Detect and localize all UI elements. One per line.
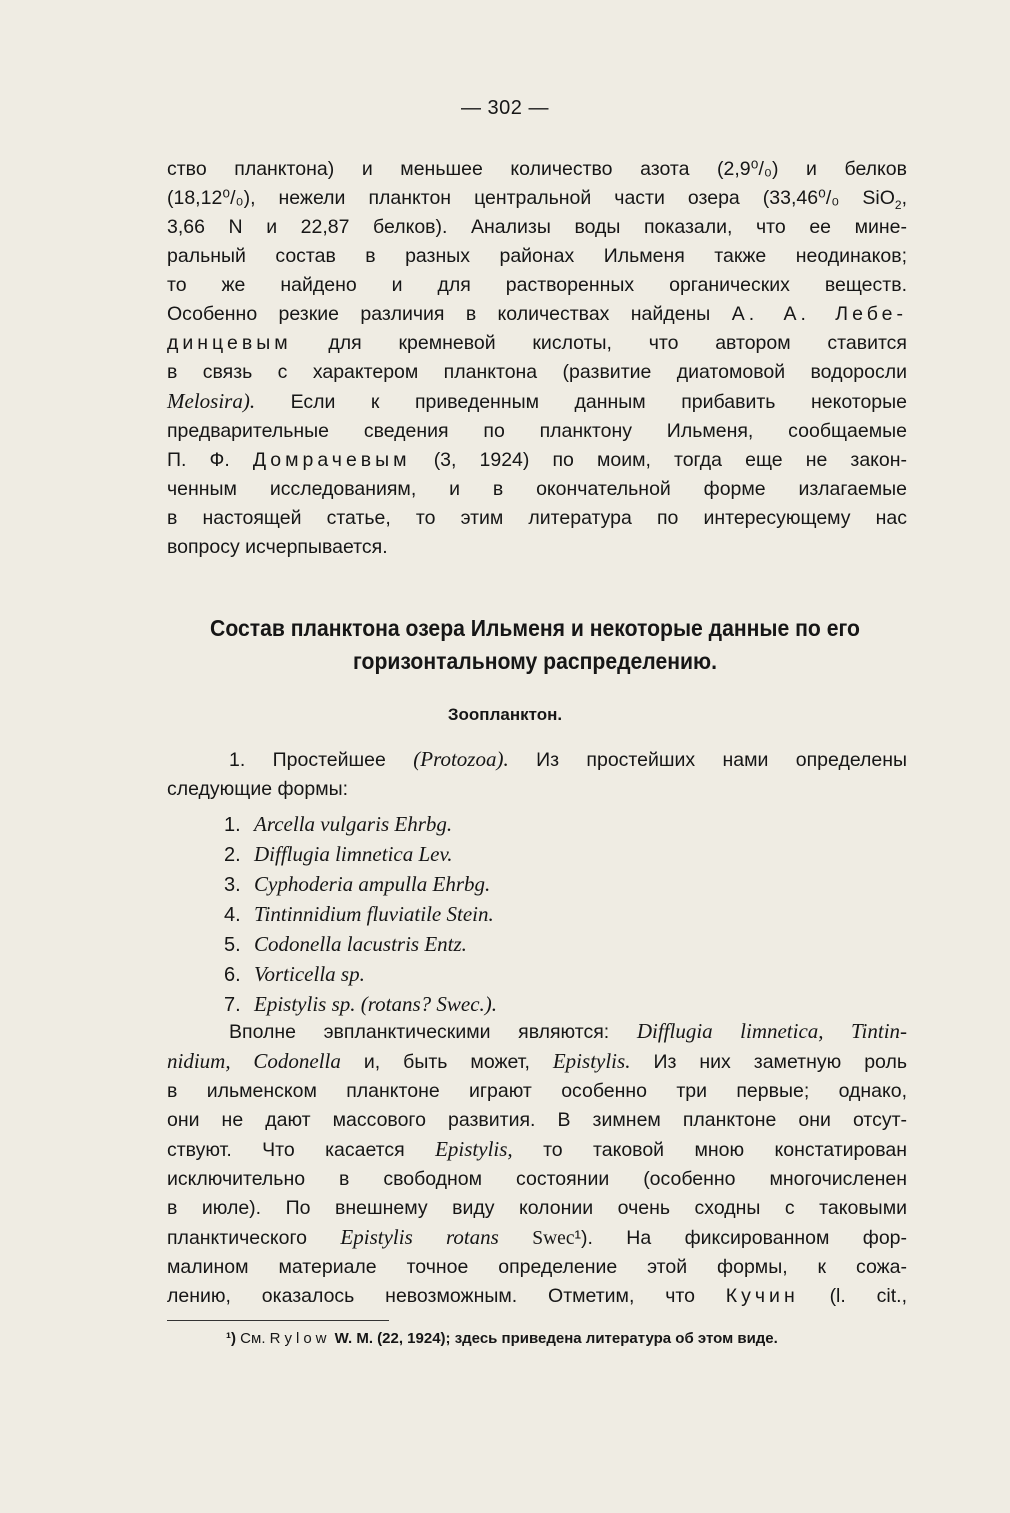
list-item: 4. Tintinnidium fluviatile Stein. — [224, 902, 494, 926]
author-name: Rylow — [269, 1330, 331, 1347]
author-name: динцевым — [167, 332, 292, 354]
text-line: ство планктона) и меньшее количество азота (2,9⁰/₀) и белков — [167, 158, 908, 180]
text-line: динцевым для кремневой кислоты, что автором ставится — [167, 332, 907, 354]
author-name: Домрачевым — [252, 449, 411, 471]
text-line: 3,66 N и 22,87 белков). Анализы воды показали, что ее мине- — [167, 216, 907, 238]
footnote-divider — [167, 1320, 389, 1321]
text-line: ствуют. Что касается Epistylis, то таковой мною констатирован — [167, 1137, 907, 1161]
subsection-heading: Зоопланктон. — [447, 705, 563, 724]
text-line: nidium, Codonella и, быть может, Epistylis. Из них заметную роль — [167, 1049, 907, 1073]
text-line: следующие формы: — [167, 778, 349, 800]
text-line: малином материале точное определение этой формы, к сожа- — [167, 1256, 907, 1278]
text-line: вопросу исчерпывается. — [167, 536, 388, 558]
text-line: Melosira). Если к приведенным данным прибавить некоторые — [167, 389, 907, 413]
section-heading: Состав планктона озера Ильменя и некоторые данные по его горизонтальному распределению. — [210, 615, 860, 674]
text-line: П. Ф. Домрачевым (3, 1924) по моим, тогда еще не закон- — [167, 449, 908, 471]
text-line: Вполне эвпланктическими являются: Difflugia limnetica, Tintin- — [229, 1019, 908, 1043]
species-list — [224, 810, 497, 1020]
text-line: в настоящей статье, то этим литература по интересующему нас — [167, 507, 907, 529]
text-line: лению, оказалось невозможным. Отметим, что Кучин (l. cit., — [167, 1285, 907, 1307]
text-line: Особенно резкие различия в количествах найдены А. А. Лебе- — [167, 303, 907, 325]
list-item: 5. Codonella lacustris Entz. — [224, 932, 467, 956]
text-line: предварительные сведения по планктону Ильменя, сообщаемые — [167, 420, 907, 442]
author-name: Кучин — [725, 1285, 799, 1307]
list-item: 3. Cyphoderia ampulla Ehrbg. — [224, 872, 491, 896]
text-line: исключительно в свободном состоянии (особенно многочисленен — [167, 1168, 907, 1190]
paragraph-intro — [167, 155, 907, 562]
author-name: А. А. Лебе- — [731, 303, 907, 325]
paragraph-euplankton — [167, 1017, 907, 1311]
text-line: в связь с характером планктона (развитие диатомовой водоросли — [167, 361, 907, 383]
genus-name: Melosira). — [167, 389, 256, 413]
footnote: ¹) См. Rylow W. M. (22, 1924); здесь приведена литература об этом виде. — [226, 1330, 778, 1347]
text-line: они не дают массового развития. В зимнем планктоне они отсут- — [167, 1109, 907, 1131]
text-line: в ильменском планктоне играют особенно три первые; однако, — [167, 1080, 907, 1102]
paragraph-protozoa — [167, 745, 907, 804]
text-line: (18,12⁰/₀), нежели планктон центральной части озера (33,46⁰/₀ SiO$_2$, — [167, 187, 907, 212]
text-line: в июле). По внешнему виду колонии очень сходны с таковыми — [167, 1197, 907, 1219]
list-item: 1. Arcella vulgaris Ehrbg. — [224, 812, 453, 836]
list-item: 7. Epistylis sp. (rotans? Swec.). — [224, 992, 498, 1016]
list-item: 6. Vorticella sp. — [224, 962, 365, 986]
text-line: ральный состав в разных районах Ильменя также неодинаков; — [167, 245, 907, 267]
list-item: 2. Difflugia limnetica Lev. — [224, 842, 453, 866]
text-line: 1. Простейшее (Protozoa). Из простейших нами определены — [229, 747, 908, 771]
text-line: планктического Epistylis rotans Swec¹). На фиксированном фор- — [167, 1225, 908, 1249]
text-line: ченным исследованиям, и в окончательной форме излагаемые — [167, 478, 907, 500]
text-line: то же найдено и для растворенных органических веществ. — [167, 274, 907, 296]
page-number: — 302 — — [461, 97, 549, 119]
